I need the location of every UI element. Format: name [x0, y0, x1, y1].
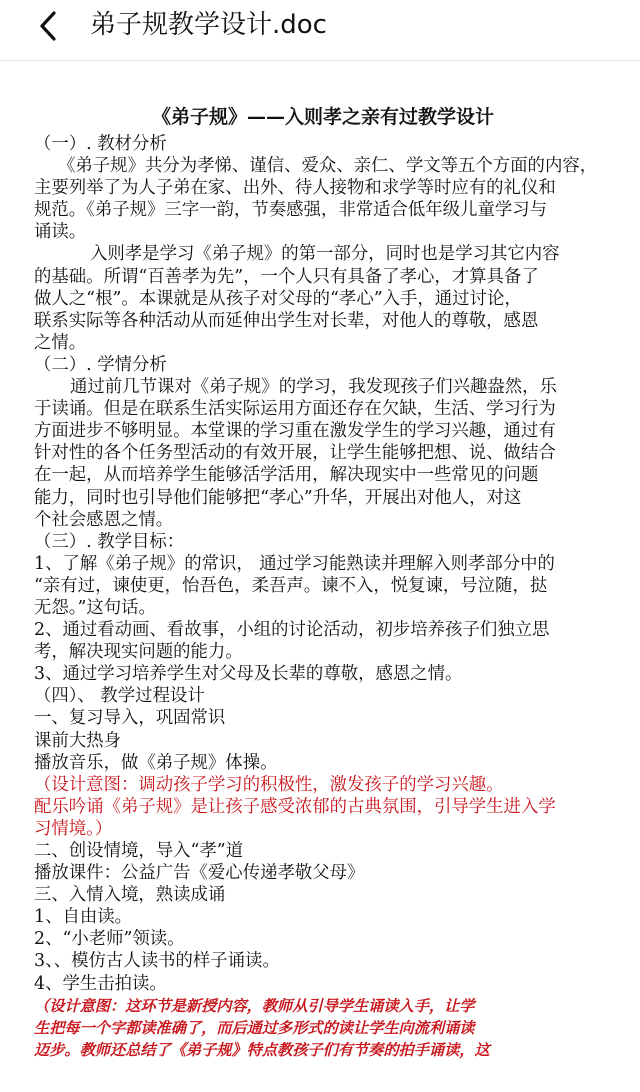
document-line: 2、通过看动画、看故事，小组的讨论活动，初步培养孩子们独立思	[34, 620, 550, 641]
document-line: 4、学生击拍读。	[34, 973, 167, 994]
document-line: 习情境。）	[34, 818, 113, 839]
document-line: 无怨。”这句话。	[34, 597, 156, 618]
document-line: 三、入情入境，熟读成诵	[34, 885, 226, 906]
document-line: 在一起，从而培养学生能够活学活用，解决现实中一些常见的问题	[34, 465, 539, 486]
document-line: 考，解决现实问题的能力。	[34, 642, 243, 663]
document-line: 于读诵。但是在联系生活实际运用方面还存在欠缺，生活、学习行为	[34, 399, 556, 420]
back-button[interactable]	[34, 10, 74, 42]
document-heading: 《弟子规》——入则孝之亲有过教学设计	[152, 106, 495, 128]
document-line: （四）、 教学过程设计	[34, 686, 205, 707]
document-line: 1、了解《弟子规》的常识， 通过学习能熟读并理解入则孝部分中的	[34, 553, 555, 574]
top-bar	[0, 0, 640, 52]
document-line: 之情。	[34, 332, 87, 353]
document-line: 规范。《弟子规》三字一韵，节奏感强，非常适合低年级儿童学习与	[34, 200, 548, 221]
document-line: 《弟子规》共分为孝悌、谨信、爱众、亲仁、学文等五个方面的内容，	[58, 156, 598, 177]
document-line: （二）. 学情分析	[34, 354, 167, 375]
document-line: （一）. 教材分析	[34, 134, 167, 154]
document-line: 迈步。教师还总结了《弟子规》特点教孩子们有节奏的拍手诵读，这	[34, 1040, 490, 1059]
document-line: 播放课件：公益广告《爱心传递孝敬父母》	[34, 863, 365, 884]
document-line: 入则孝是学习《弟子规》的第一部分，同时也是学习其它内容	[90, 244, 560, 265]
document-line: （设计意图：这环节是新授内容，教师从引导学生诵读入手，让学	[34, 996, 475, 1015]
chevron-left-icon	[34, 10, 74, 42]
document-line: 个社会感恩之情。	[34, 509, 174, 530]
document-title-bar: 弟子规教学设计.doc	[90, 10, 327, 40]
document-line: 1、自由读。	[34, 907, 133, 928]
document-line: （设计意图：调动孩子学习的积极性，激发孩子的学习兴趣。	[34, 774, 504, 795]
document-line: 生把每一个字都读准确了，而后通过多形式的读让学生向流利诵读	[34, 1018, 475, 1037]
document-line: 一、复习导入，巩固常识	[34, 708, 226, 729]
document-line: 联系实际等各种活动从而延伸出学生对长辈，对他人的尊敬，感恩	[34, 310, 539, 331]
document-line: 3、通过学习培养学生对父母及长辈的尊敬，感恩之情。	[34, 664, 463, 685]
document-line: 能力，同时也引导他们能够把“孝心”升华，开展出对他人，对这	[34, 487, 522, 508]
document-line: 配乐吟诵《弟子规》是让孩子感受浓郁的古典氛围，引导学生进入学	[34, 796, 556, 817]
document-line: 课前大热身	[34, 730, 121, 751]
document-line: 通过前几节课对《弟子规》的学习，我发现孩子们兴趣盎然，乐	[70, 377, 557, 398]
document-page[interactable]	[0, 61, 640, 1092]
document-line: 2、“小老师”领读。	[34, 929, 185, 950]
document-line: 方面进步不够明显。本堂课的学习重在激发学生的学习兴趣，通过有	[34, 421, 556, 442]
document-line: 的基础。所谓“百善孝为先”，一个人只有具备了孝心，才算具备了	[34, 266, 539, 287]
document-line: 针对性的各个任务型活动的有效开展，让学生能够把想、说、做结合	[34, 443, 556, 464]
document-line: 主要列举了为人子弟在家、出外、待人接物和求学等时应有的礼仪和	[34, 178, 556, 199]
document-line: 3、、模仿古人读书的样子诵读。	[34, 951, 280, 972]
document-line: 播放音乐，做《弟子规》体操。	[34, 752, 278, 773]
document-line: “亲有过，谏使更，怡吾色，柔吾声。谏不入，悦复谏，号泣随，挞	[34, 575, 548, 596]
document-body	[34, 133, 614, 1061]
document-line: 诵读。	[34, 222, 87, 243]
document-line: （三）. 教学目标：	[34, 531, 185, 552]
document-line: 二、创设情境，导入“孝”道	[34, 841, 244, 861]
document-line: 做人之“根”。本课就是从孩子对父母的“孝心”入手，通过讨论，	[34, 288, 522, 309]
